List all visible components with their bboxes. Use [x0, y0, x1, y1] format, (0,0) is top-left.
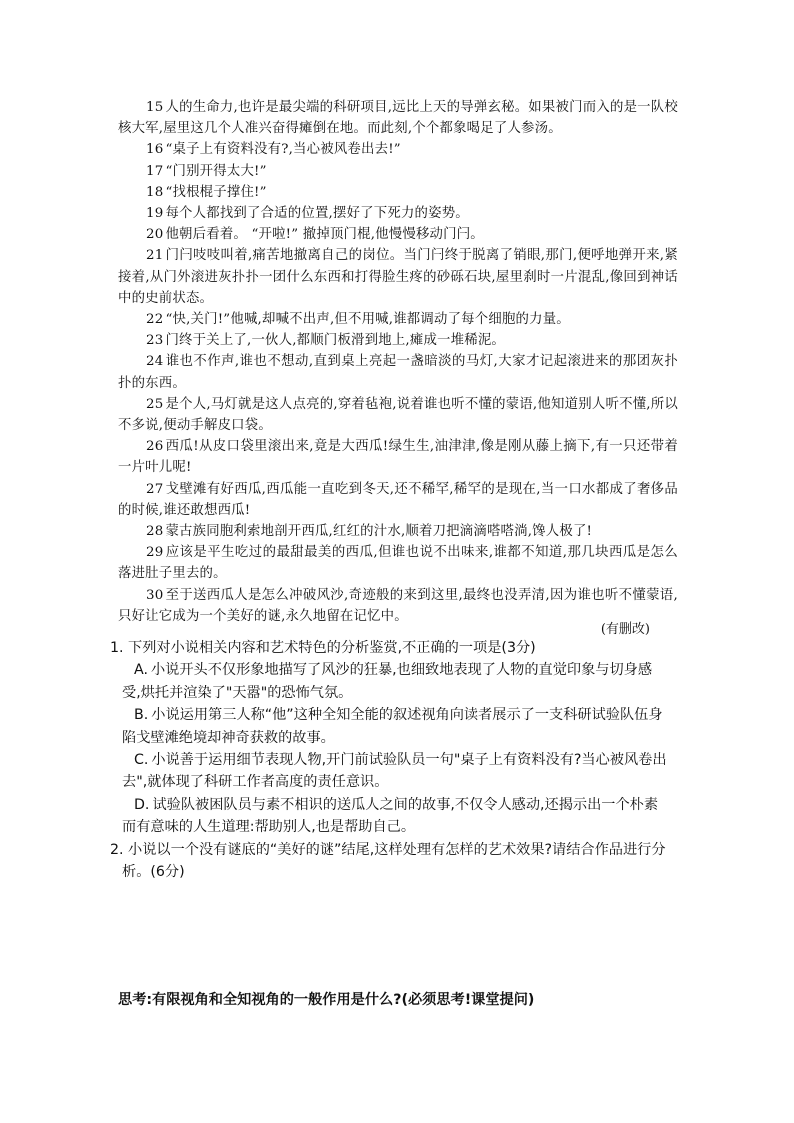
- paragraph-text: 人的生命力,也许是最尖端的科研项目,远比上天的导弹玄秘。如果被门而入的是一队校核大军,屋里这几个人准兴奋得瘫倒在地。而此刻,个个都象喝足了人参汤。: [118, 100, 678, 137]
- story-paragraph: [118, 139, 678, 160]
- paragraph-text: “门别开得太大!”: [165, 163, 267, 179]
- question-2: 2. 小说以一个没有谜底的“美好的谜”结尾,这样处理有怎样的艺术效果?请结合作品进行分析。(6分): [110, 841, 666, 881]
- story-paragraph: [118, 182, 678, 203]
- option-letter: C.: [134, 752, 149, 769]
- paragraph-text: 门终于关上了,一伙人,都顺门板滑到地上,瘫成一堆稀泥。: [165, 333, 505, 349]
- paragraph-number: 16: [146, 142, 164, 158]
- paragraph-number: 27: [146, 481, 164, 497]
- option-d: [110, 794, 670, 839]
- option-a: [110, 659, 670, 704]
- paragraph-text: 他朝后看着。 “开啦!” 撤掉顶门棍,他慢慢移动门闩。: [165, 227, 484, 243]
- paragraph-text: 蒙古族同胞利索地剖开西瓜,红红的汁水,顺着刀把滴滴嗒嗒淌,馋人极了!: [165, 524, 593, 540]
- question-1: 1. 下列对小说相关内容和艺术特色的分析鉴赏,不正确的一项是(3分): [110, 640, 536, 656]
- story-paragraph: [118, 309, 678, 330]
- option-letter: D.: [134, 796, 150, 813]
- paragraph-text: “找根棍子撑住!”: [165, 184, 267, 200]
- option-text: 试验队被困队员与素不相识的送瓜人之间的故事,不仅令人感动,还揭示出一个朴素而有意味的人生道理:帮助别人,也是帮助自己。: [122, 796, 659, 836]
- paragraph-text: 戈壁滩有好西瓜,西瓜能一直吃到冬天,还不稀罕,稀罕的是现在,当一口水都成了奢侈品的时候,谁还敢想西瓜!: [118, 481, 678, 518]
- paragraph-number: 26: [146, 439, 164, 455]
- think-prompt: 思考:有限视角和全知视角的一般作用是什么?(必须思考!课堂提问): [118, 992, 535, 1008]
- paragraph-number: 21: [146, 248, 164, 264]
- paragraph-number: 18: [146, 184, 164, 200]
- option-c: [110, 749, 670, 794]
- story-paragraph: [118, 394, 678, 436]
- paragraph-text: 应该是平生吃过的最甜最美的西瓜,但谁也说不出味来,谁都不知道,那几块西瓜是怎么落进肚子里去的。: [118, 545, 678, 582]
- option-text: 小说开头不仅形象地描写了风沙的狂暴,也细致地表现了人物的直觉印象与切身感受,烘托并渲染了"天嚣"的恐怖气氛。: [122, 662, 653, 701]
- paragraph-number: 29: [146, 545, 164, 561]
- story-paragraph: [118, 161, 678, 182]
- option-letter: A.: [134, 662, 148, 679]
- paragraph-text: 西瓜!从皮口袋里滚出来,竟是大西瓜!绿生生,油津津,像是刚从藤上摘下,有一只还带着一片叶儿呢!: [118, 439, 678, 476]
- paragraph-number: 24: [146, 354, 164, 370]
- story-paragraph: [118, 330, 678, 351]
- option-text: 小说运用第三人称“他”这种全知全能的叙述视角向读者展示了一支科研试验队伍身陷戈壁滩绝境却神奇获救的故事。: [122, 707, 663, 746]
- story-paragraph: [118, 436, 678, 478]
- paragraph-number: 22: [146, 312, 164, 328]
- source-note: (有删改): [600, 622, 650, 637]
- paragraph-number: 15: [146, 100, 164, 115]
- paragraph-number: 20: [146, 227, 164, 243]
- option-letter: B.: [134, 707, 149, 724]
- paragraph-text: “快,关门!”他喊,却喊不出声,但不用喊,谁都调动了每个细胞的力量。: [165, 312, 570, 328]
- story-paragraph: [118, 351, 678, 393]
- option-text: 小说善于运用细节表现人物,开门前试验队员一句"桌子上有资料没有?当心被风卷出去",就体现了科研工作者高度的责任意识。: [122, 752, 667, 791]
- paragraph-number: 25: [146, 396, 164, 412]
- question-section: [110, 637, 670, 883]
- paragraph-number: 19: [146, 206, 164, 222]
- story-paragraph: [118, 224, 678, 245]
- story-paragraph: [118, 203, 678, 224]
- story-paragraph: [118, 245, 678, 309]
- paragraph-number: 17: [146, 163, 164, 179]
- paragraph-text: 是个人,马灯就是这人点亮的,穿着毡袍,说着谁也听不懂的蒙语,他知道别人听不懂,所以不多说,便动手解皮口袋。: [118, 396, 678, 434]
- paragraph-text: 每个人都找到了合适的位置,摆好了下死力的姿势。: [165, 206, 469, 222]
- story-excerpt: [118, 97, 678, 627]
- paragraph-number: 30: [146, 587, 164, 603]
- paragraph-text: 门闩吱吱叫着,痛苦地撤离自己的岗位。当门闩终于脱离了销眼,那门,便呼地弹开来,紧接着,从门外滚进灰扑扑一团什么东西和打得脸生疼的砂砾石块,屋里刹时一片混乱,像回到神话中的史前状态。: [118, 248, 678, 306]
- story-paragraph: [118, 521, 678, 542]
- paragraph-number: 28: [146, 524, 164, 540]
- paragraph-text: 至于送西瓜人是怎么冲破风沙,奇迹般的来到这里,最终也没弄清,因为谁也听不懂蒙语,只好让它成为一个美好的谜,永久地留在记忆中。: [118, 587, 678, 624]
- paragraph-text: 谁也不作声,谁也不想动,直到桌上亮起一盏暗淡的马灯,大家才记起滚进来的那团灰扑扑的东西。: [118, 354, 678, 391]
- story-paragraph: [118, 542, 678, 584]
- story-paragraph: [118, 97, 678, 139]
- paragraph-number: 23: [146, 333, 164, 349]
- option-b: [110, 704, 670, 749]
- story-paragraph: [118, 479, 678, 521]
- paragraph-text: “桌子上有资料没有?,当心被风卷出去!”: [165, 142, 401, 158]
